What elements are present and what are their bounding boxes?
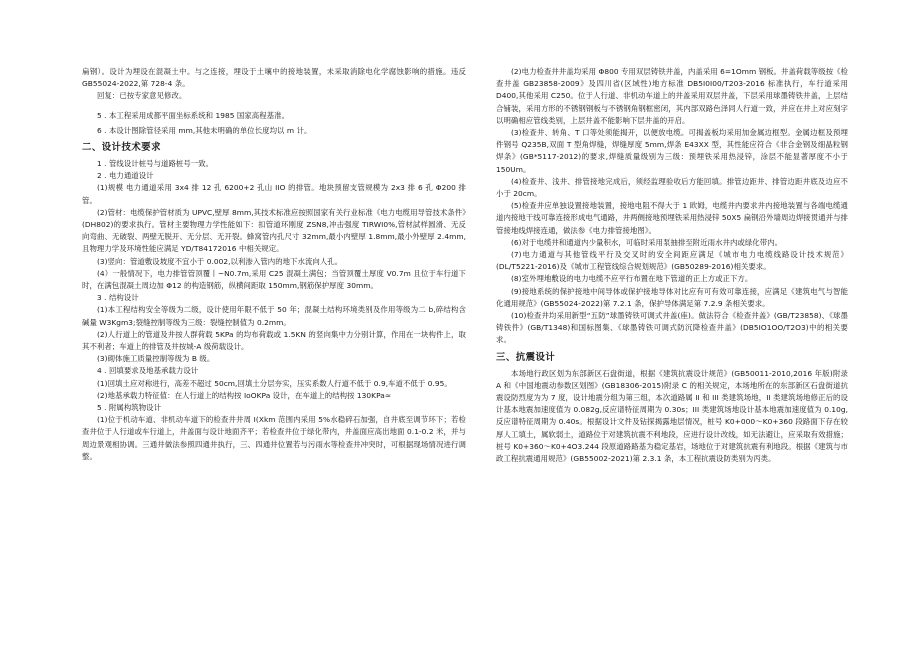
section-2-item: 3 . 结构设计 <box>97 293 139 303</box>
section-2-item: (2)人行道上的管道及井按人群荷载 5KPa 的均布荷载或 1.5KN 的竖向集中力分别计算，作用在一块构件上，取其不利者；车道上的排管及井按城-A 级荷载设计。 <box>82 329 466 352</box>
right-paragraph: (10)检查井均采用新型“五防”球墨铸铁可调式井盖(座)。做法符合《检查井盖》(GB/T23858)、《球墨铸铁件》(GB/T1348)和国标图集、《球墨铸铁可调式防沉降检查井盖》(DB5IO1OO/T2O3)中的相关要求。 <box>496 311 848 345</box>
note-item-6: 6 . 本设计图除管径采用 mm,其他未明确的单位长度均以 m 计。 <box>97 125 312 135</box>
section-2-item: (1)本工程结构安全等级为二级，设计使用年限不低于 50 年；混凝土结构环境类别及作用等级为二 b,碎结构含碱量 W3Kgm3;裂缝控制等级为三级：裂缝控制值为 0.2mm。 <box>82 305 466 327</box>
section-2-title: 二、设计技术要求 <box>82 142 162 154</box>
section-2-item: 4 . 回填要求及地基承载力设计 <box>97 366 199 376</box>
section-2-item: 2 . 电力通道设计 <box>97 171 154 181</box>
right-paragraph: (8)室外埋地敷设的电力电缆不应平行布置在地下管道的正上方或正下方。 <box>511 274 753 284</box>
right-paragraph: (6)对于电缆井和通道内少量积水，可临时采用泵抽排至附近雨水井内或绿化带内。 <box>511 237 783 247</box>
right-paragraph: (9)接地系统的保护接地中间导体或保护接地导体对比应有可有效可靠连接，应满足《建筑电气与智能化通用规范》(GB55024-2022)第 7.2.1 条，保护导体满足第 7.2.9 条相关要求。 <box>496 286 848 308</box>
section-2-item: (2)地基承载力特征值：在人行道上的结构按 IoOKPa 设计，在车道上的结构按 130KPa≈ <box>97 390 392 400</box>
section-2-item: (1)回填土应对称进行，高差不超过 50cm,回填土分层夯实，压实系数人行道不低于 0.9,车道不低于 0.95。 <box>97 378 452 388</box>
left-column <box>82 66 466 463</box>
reply-note: 回复：已按专家意见修改。 <box>97 91 187 101</box>
section-2-item: (3)砌体施工质量控制等级为 B 级。 <box>97 354 215 364</box>
section-2-item: (3)竖向：管道敷设坡度不宜小于 0.002,以利渗入管内的地下水流向人孔。 <box>97 256 343 266</box>
right-paragraph: (2)电力检查井井盖均采用 Φ800 专用双层铸铁井盖，内盖采用 6=1Omm 钢板。井盖荷载等级按《检查井盖 GB23858-2009》及四川省(区域性)地方标准 DB5I0I00/T203-2016 标准执行，车行道采用 D400,其他采用 C250。位于人行道、非机动车道上的井盖采用双层井盖，下层采用球墨铸铁井盖，上层结合铺装，采用方形的不锈钢钢板与不锈钢角钢框密闭，其内部双路色泽同人行道一致，并应在井上对应刻字以明确相应管线类别，上层井盖不能影响下层井盖的开启。 <box>496 67 848 125</box>
right-paragraph: (5)检查井应单独设置接地装置，接地电阻不得大于 1 欧姆，电缆井内要求井内接地装置与各端电缆通道内接地干线可靠连接形成电气通路，井两侧接地预埋铁采用热浸锌 50X5 扁钢沿外墙周边焊接贯通并与排管接地线焊接连通，做法参《电力排管接地图》。 <box>496 201 848 235</box>
right-column <box>496 66 848 465</box>
section-3-title: 三、抗震设计 <box>496 351 556 363</box>
right-paragraph: (7)电力通道与其他管线平行及交叉时的安全间距应满足《城市电力电缆线路设计技术规范》(DL/T5221-2016)及《城市工程管线综合规划规范》(GB50289-2016)相关要求。 <box>496 250 848 272</box>
section-2-item: (4）一般情况下，电力排管管顶覆丨~N0.7m,采用 C25 混凝土满包；当管顶覆土厚度 V0.7m 且位于车行道下时，在满包混凝土周边加 Φ12 的构造钢筋，纵横间距取 150mm,钢筋保护厚度 30mm。 <box>82 268 466 291</box>
seismic-design-paragraph: 本场地行政区划为东部新区石盘街道，根据《建筑抗震设计规范》(GB50011-2010,2016 年版)附录 A 和《中国地震动参数区划图》(GB18306-2015)附录 C 的相关规定，本场地所在的东部新区石盘街道抗震设防烈度为为 7 度，设计地震分组为第三组，本次道路属 II 和 III 类建筑场地，II 类建筑场地修正后的设计基本地震加速度值为 0.082g,反应谱特征周期为 0.30s；III 类建筑场地设计基本地震加速度值为 0.10g,反应谱特征周期为 0.40s。根据设计文件及钻探揭露地层情况，桩号 K0+000～K0+360 段路面下存在较厚人工填土，属软弱土，道路位于对建筑抗震不利地段，应进行设计改线，如无法避让，应采取有效措施；桩号 K0+360～K0+4O3.244 段原道路路基为稳定基岩，场地位于对建筑抗震有利地段。根据《建筑与市政工程抗震通用规范》(GB55002-2021)第 2.3.1 条，本工程抗震设防类别为丙类。 <box>496 368 848 464</box>
section-2-item: (1)规模 电力通道采用 3x4 排 12 孔 6200+2 孔山 IIO 的排管。地块预留支管规模为 2x3 排 6 孔 Φ200 排管。 <box>82 183 466 205</box>
intro-paragraph: 扁钢）。设计为埋设在混凝土中。与之连接，埋设于土壤中的接地装置，未采取消除电化学腐蚀影响的措施。违反 GB55024-2022,第 728-4 条。 <box>82 67 466 89</box>
note-item-5: 5 . 本工程采用成都平面坐标系统和 1985 国家高程基准。 <box>97 110 290 120</box>
section-2-item: (1)位于机动车道、非机动车道下的检查井井周 I(Xkm 范围内采用 5%水稳碎石加强，自井底至调节环下；若检查井位于人行道或车行道上，井盖面与设计地面齐平；若检查井位于绿化带内，井盖面应高出地面 0.1-0.2 米，并与周边景观相协调。三通井做法参照四通井执行，三、四通井位置若与污雨水等检查井冲突时，可根据现场情况进行调整。 <box>82 415 466 461</box>
right-paragraph: (4)检查井、浅井、排管接地完成后，须经监理验收后方能回填。排管边距井、排管边距井底及边应不小于 20cm。 <box>496 176 848 199</box>
right-paragraph: (3)检查井、转角、T 口等处须能揭开，以便放电缆。可揭盖板均采用加金属边框型。金属边框及预埋件钢号 Q235B,双面 T 型角焊缝，焊缝厚度 5mm,焊条 E43XX 型，其性能应符合《非合金钢及细晶粒钢焊条》(GB*5117-2012)的要求,焊缝质量级别为三级：预埋铁采用热浸锌，涂层不能显著厚度不小于 150Um。 <box>496 128 848 174</box>
section-2-item: 1 . 管线设计桩号与道路桩号一致。 <box>97 159 214 169</box>
section-2-item: (2)管材：电缆保护管材质为 UPVC,壁厚 8mm,其技术标准应按照国家有关行业标准《电力电缆用导管技术条件》(DH802)的要求执行。管材主要物理力学性能如下：扣管道环刚度 ZSN8,冲击强度 TIRWI0%,管材試样圆滑、无反向弯曲、无破裂、两壁无脱开、无分层、无开裂。蜂窝管内孔尺寸 32mm,最小内壁厚 1.8mm,最小外壁厚 2.4mm,且物理力学及环境性能应满足 YD/T84172016 中相关规定。 <box>82 207 466 254</box>
section-2-item: 5 . 附属构筑物设计 <box>97 403 162 413</box>
